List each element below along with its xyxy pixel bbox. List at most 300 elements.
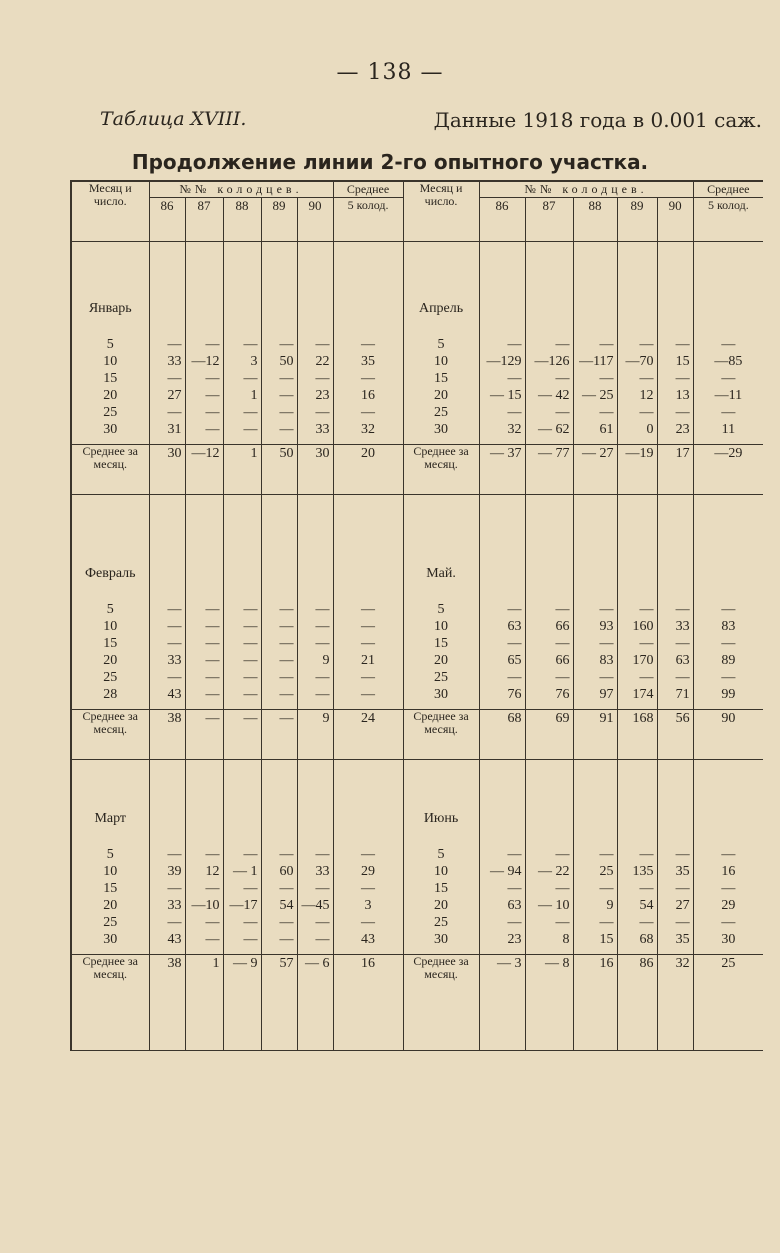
avg5-column-cell <box>333 760 403 955</box>
well-column-cell <box>479 760 525 955</box>
value-cell: — <box>361 636 376 651</box>
avg5-column-cell <box>333 242 403 445</box>
value-cell: 13 <box>675 388 690 403</box>
value-cell: — <box>205 881 220 896</box>
value-cell: 12 <box>639 388 654 403</box>
day-label: 20 <box>434 653 449 668</box>
day-label: 28 <box>103 687 118 702</box>
value-cell: — <box>279 653 294 668</box>
value-cell: — <box>205 670 220 685</box>
avg-value: 90 <box>693 710 763 760</box>
value-cell: — <box>279 388 294 403</box>
well-header: 89 <box>261 198 297 242</box>
value-cell: — <box>205 636 220 651</box>
day-label: 5 <box>106 847 114 862</box>
value-cell: — <box>315 619 330 634</box>
value-cell: 170 <box>632 653 654 668</box>
avg-value: — 9 <box>223 955 261 1051</box>
day-label: 15 <box>434 371 449 386</box>
day-label: 15 <box>103 371 118 386</box>
value-cell: — <box>675 847 690 862</box>
value-cell: 66 <box>555 653 570 668</box>
well-column-cell <box>479 242 525 445</box>
value-cell: — <box>279 881 294 896</box>
value-cell: — 62 <box>538 422 570 437</box>
well-header: 90 <box>657 198 693 242</box>
value-cell: — <box>361 337 376 352</box>
month-average-row <box>71 710 763 760</box>
header-month-right: Месяц и число. <box>403 181 479 242</box>
value-cell: — <box>555 847 570 862</box>
value-cell: — <box>167 337 182 352</box>
value-cell: 83 <box>599 653 614 668</box>
value-cell: — <box>721 636 736 651</box>
avg-value: 86 <box>617 955 657 1051</box>
header-wells-right: №№ колодцев. <box>479 181 693 198</box>
value-cell: — <box>361 670 376 685</box>
avg-value: — 8 <box>525 955 573 1051</box>
value-cell: 43 <box>167 687 182 702</box>
value-cell: — <box>243 422 258 437</box>
avg5-column-cell <box>333 495 403 710</box>
value-cell: — <box>599 847 614 862</box>
value-cell: 23 <box>315 388 330 403</box>
value-cell: 16 <box>721 864 736 879</box>
value-cell: — <box>507 371 522 386</box>
month-block-row <box>71 495 763 710</box>
value-cell: — <box>243 636 258 651</box>
value-cell: — <box>555 371 570 386</box>
value-cell: — <box>205 422 220 437</box>
day-label: 30 <box>434 422 449 437</box>
month-block-row <box>71 760 763 955</box>
value-cell: 27 <box>675 898 690 913</box>
value-cell: — <box>675 915 690 930</box>
value-cell: — <box>279 619 294 634</box>
table-label: Таблица XVIII. <box>100 108 247 130</box>
value-cell: — <box>599 670 614 685</box>
avg-value: — 27 <box>573 445 617 495</box>
avg5-column-cell <box>693 242 763 445</box>
value-cell: —126 <box>534 354 570 369</box>
month-days-cell <box>71 242 149 445</box>
day-label: 20 <box>434 388 449 403</box>
value-cell: — <box>243 687 258 702</box>
value-cell: 60 <box>279 864 294 879</box>
value-cell: — 42 <box>538 388 570 403</box>
value-cell: — <box>205 932 220 947</box>
value-cell: 32 <box>361 422 376 437</box>
value-cell: 63 <box>507 898 522 913</box>
avg5-column-cell <box>693 495 763 710</box>
value-cell: 33 <box>675 619 690 634</box>
value-cell: — <box>279 636 294 651</box>
value-cell: 71 <box>675 687 690 702</box>
value-cell: 33 <box>167 898 182 913</box>
well-column-cell <box>617 242 657 445</box>
value-cell: — 22 <box>538 864 570 879</box>
header-avg-right-top: Среднее <box>693 181 763 198</box>
table-subtitle: Продолжение линии 2-го опытного участка. <box>131 150 649 174</box>
value-cell: — <box>361 915 376 930</box>
value-cell: —85 <box>714 354 743 369</box>
well-column-cell <box>525 760 573 955</box>
value-cell: — <box>599 371 614 386</box>
value-cell: — <box>675 371 690 386</box>
value-cell: — <box>361 371 376 386</box>
value-cell: 30 <box>721 932 736 947</box>
well-column-cell <box>525 242 573 445</box>
month-days-cell <box>403 760 479 955</box>
value-cell: — <box>315 636 330 651</box>
well-header: 88 <box>573 198 617 242</box>
value-cell: 23 <box>675 422 690 437</box>
value-cell: — <box>507 881 522 896</box>
value-cell: — <box>675 881 690 896</box>
month-average-row <box>71 955 763 1051</box>
well-column-cell <box>617 495 657 710</box>
value-cell: — <box>315 405 330 420</box>
avg-label: Среднее за месяц. <box>71 955 149 1051</box>
value-cell: — <box>205 653 220 668</box>
value-cell: — <box>507 915 522 930</box>
well-column-cell <box>573 242 617 445</box>
well-column-cell <box>297 242 333 445</box>
value-cell: 3 <box>364 898 372 913</box>
value-cell: — <box>555 636 570 651</box>
value-cell: —129 <box>486 354 522 369</box>
value-cell: 43 <box>361 932 376 947</box>
avg-label: Среднее за месяц. <box>403 955 479 1051</box>
avg-value: 1 <box>223 445 261 495</box>
header-avg-right-bottom: 5 колод. <box>693 198 763 242</box>
avg5-column-cell <box>693 760 763 955</box>
well-column-cell <box>223 760 261 955</box>
value-cell: — <box>639 602 654 617</box>
well-header: 87 <box>525 198 573 242</box>
value-cell: — <box>315 670 330 685</box>
month-name: Апрель <box>418 301 464 316</box>
value-cell: — 15 <box>490 388 522 403</box>
value-cell: 76 <box>507 687 522 702</box>
well-column-cell <box>297 495 333 710</box>
day-label: 15 <box>103 636 118 651</box>
value-cell: 29 <box>361 864 376 879</box>
day-label: 5 <box>106 602 114 617</box>
well-column-cell <box>223 242 261 445</box>
avg-value: 1 <box>185 955 223 1051</box>
day-label: 10 <box>434 619 449 634</box>
value-cell: 99 <box>721 687 736 702</box>
month-name: Июнь <box>423 811 459 826</box>
avg-value: — <box>223 710 261 760</box>
value-cell: 66 <box>555 619 570 634</box>
value-cell: —17 <box>229 898 258 913</box>
value-cell: — <box>243 847 258 862</box>
page-number: — 138 — <box>336 60 444 85</box>
value-cell: — <box>361 881 376 896</box>
well-column-cell <box>657 760 693 955</box>
avg-label: Среднее за месяц. <box>403 710 479 760</box>
value-cell: 39 <box>167 864 182 879</box>
day-label: 5 <box>437 847 445 862</box>
value-cell: — <box>315 915 330 930</box>
value-cell: — <box>243 602 258 617</box>
value-cell: 54 <box>639 898 654 913</box>
value-cell: — <box>167 602 182 617</box>
value-cell: — <box>721 371 736 386</box>
well-header: 86 <box>149 198 185 242</box>
avg-value: — <box>185 710 223 760</box>
value-cell: — <box>639 636 654 651</box>
value-cell: — <box>639 670 654 685</box>
day-label: 25 <box>103 915 118 930</box>
day-label: 10 <box>103 354 118 369</box>
value-cell: — <box>721 847 736 862</box>
data-table <box>70 180 763 1051</box>
value-cell: — <box>675 405 690 420</box>
value-cell: — <box>361 687 376 702</box>
well-column-cell <box>261 242 297 445</box>
value-cell: — <box>243 670 258 685</box>
value-cell: 8 <box>562 932 570 947</box>
value-cell: — <box>315 687 330 702</box>
avg-value: 32 <box>657 955 693 1051</box>
day-label: 5 <box>106 337 114 352</box>
header-wells-left: №№ колодцев. <box>149 181 333 198</box>
value-cell: 9 <box>606 898 614 913</box>
avg-value: 57 <box>261 955 297 1051</box>
month-name: Январь <box>88 301 132 316</box>
value-cell: 160 <box>632 619 654 634</box>
value-cell: 43 <box>167 932 182 947</box>
well-header: 88 <box>223 198 261 242</box>
value-cell: — <box>205 337 220 352</box>
day-label: 30 <box>434 932 449 947</box>
value-cell: 93 <box>599 619 614 634</box>
value-cell: 15 <box>599 932 614 947</box>
well-column-cell <box>617 760 657 955</box>
day-label: 10 <box>103 864 118 879</box>
value-cell: 9 <box>322 653 330 668</box>
avg-value: 30 <box>149 445 185 495</box>
value-cell: 35 <box>675 932 690 947</box>
value-cell: —11 <box>714 388 743 403</box>
well-column-cell <box>573 760 617 955</box>
day-label: 20 <box>103 388 118 403</box>
value-cell: 3 <box>250 354 258 369</box>
value-cell: 54 <box>279 898 294 913</box>
value-cell: 0 <box>646 422 654 437</box>
value-cell: 68 <box>639 932 654 947</box>
day-label: 5 <box>437 337 445 352</box>
value-cell: — <box>507 405 522 420</box>
value-cell: — <box>205 405 220 420</box>
day-label: 25 <box>103 405 118 420</box>
avg-value: 56 <box>657 710 693 760</box>
value-cell: — <box>599 881 614 896</box>
value-cell: — <box>205 847 220 862</box>
value-cell: — <box>599 405 614 420</box>
avg-value: 168 <box>617 710 657 760</box>
value-cell: —70 <box>625 354 654 369</box>
avg-value: — 6 <box>297 955 333 1051</box>
day-label: 30 <box>103 422 118 437</box>
header-avg-left-bottom: 5 колод. <box>333 198 403 242</box>
value-cell: 33 <box>167 653 182 668</box>
value-cell: — <box>361 405 376 420</box>
day-label: 15 <box>434 881 449 896</box>
value-cell: 33 <box>315 422 330 437</box>
value-cell: 61 <box>599 422 614 437</box>
day-label: 20 <box>434 898 449 913</box>
value-cell: — <box>243 371 258 386</box>
avg-value: 69 <box>525 710 573 760</box>
value-cell: 76 <box>555 687 570 702</box>
value-cell: — <box>279 602 294 617</box>
avg-value: 68 <box>479 710 525 760</box>
value-cell: — <box>675 670 690 685</box>
month-block-row <box>71 242 763 445</box>
well-column-cell <box>573 495 617 710</box>
value-cell: — 10 <box>538 898 570 913</box>
well-column-cell <box>297 760 333 955</box>
value-cell: 11 <box>721 422 736 437</box>
value-cell: — <box>243 337 258 352</box>
value-cell: — <box>639 847 654 862</box>
value-cell: — <box>721 337 736 352</box>
value-cell: — <box>167 371 182 386</box>
header-row-1 <box>71 181 763 198</box>
day-label: 30 <box>103 932 118 947</box>
day-label: 10 <box>434 354 449 369</box>
value-cell: — <box>507 847 522 862</box>
value-cell: — <box>675 636 690 651</box>
value-cell: — <box>639 881 654 896</box>
month-name: Февраль <box>84 566 136 581</box>
value-cell: 33 <box>167 354 182 369</box>
value-cell: — <box>361 619 376 634</box>
well-column-cell <box>657 495 693 710</box>
day-label: 30 <box>434 687 449 702</box>
value-cell: — <box>721 881 736 896</box>
well-column-cell <box>149 495 185 710</box>
day-label: 20 <box>103 653 118 668</box>
value-cell: 32 <box>507 422 522 437</box>
value-cell: — <box>721 602 736 617</box>
value-cell: 174 <box>632 687 654 702</box>
value-cell: 135 <box>632 864 654 879</box>
value-cell: — <box>315 337 330 352</box>
value-cell: — <box>361 847 376 862</box>
value-cell: 1 <box>250 388 258 403</box>
value-cell: — <box>315 371 330 386</box>
value-cell: 21 <box>361 653 376 668</box>
value-cell: — <box>507 337 522 352</box>
value-cell: — <box>279 405 294 420</box>
value-cell: — <box>507 636 522 651</box>
value-cell: 29 <box>721 898 736 913</box>
day-label: 25 <box>434 670 449 685</box>
avg-value: 25 <box>693 955 763 1051</box>
well-column-cell <box>223 495 261 710</box>
day-label: 20 <box>103 898 118 913</box>
value-cell: — <box>167 636 182 651</box>
avg-value: 24 <box>333 710 403 760</box>
avg-value: —19 <box>617 445 657 495</box>
value-cell: — <box>599 602 614 617</box>
month-average-row <box>71 445 763 495</box>
avg-label: Среднее за месяц. <box>403 445 479 495</box>
well-header: 89 <box>617 198 657 242</box>
day-label: 10 <box>434 864 449 879</box>
value-cell: 50 <box>279 354 294 369</box>
value-cell: 63 <box>507 619 522 634</box>
day-label: 25 <box>103 670 118 685</box>
value-cell: — <box>675 602 690 617</box>
value-cell: — <box>555 915 570 930</box>
month-days-cell <box>403 242 479 445</box>
well-column-cell <box>149 760 185 955</box>
well-column-cell <box>479 495 525 710</box>
month-days-cell <box>71 495 149 710</box>
value-cell: — <box>279 371 294 386</box>
value-cell: — <box>167 881 182 896</box>
value-cell: — <box>555 881 570 896</box>
value-cell: — <box>243 915 258 930</box>
value-cell: — <box>205 388 220 403</box>
value-cell: 31 <box>167 422 182 437</box>
avg-value: — 37 <box>479 445 525 495</box>
table-caption: Данные 1918 года в 0.001 саж. <box>433 108 762 132</box>
avg-value: 9 <box>297 710 333 760</box>
value-cell: — <box>205 371 220 386</box>
value-cell: — <box>507 670 522 685</box>
well-column-cell <box>261 760 297 955</box>
value-cell: — <box>205 687 220 702</box>
avg-label: Среднее за месяц. <box>71 710 149 760</box>
value-cell: 27 <box>167 388 182 403</box>
day-label: 15 <box>103 881 118 896</box>
avg-value: 38 <box>149 955 185 1051</box>
value-cell: — <box>315 881 330 896</box>
value-cell: — <box>599 636 614 651</box>
value-cell: — <box>361 602 376 617</box>
well-column-cell <box>185 242 223 445</box>
value-cell: — <box>279 915 294 930</box>
value-cell: — <box>555 670 570 685</box>
value-cell: — <box>243 619 258 634</box>
well-header: 90 <box>297 198 333 242</box>
value-cell: — <box>243 932 258 947</box>
value-cell: — <box>507 602 522 617</box>
value-cell: — <box>243 653 258 668</box>
value-cell: — <box>639 371 654 386</box>
value-cell: — <box>167 847 182 862</box>
value-cell: 33 <box>315 864 330 879</box>
month-name: Май. <box>426 566 456 581</box>
value-cell: — <box>167 915 182 930</box>
value-cell: 35 <box>675 864 690 879</box>
value-cell: — <box>167 619 182 634</box>
month-name: Март <box>94 811 127 826</box>
value-cell: — <box>279 687 294 702</box>
well-column-cell <box>149 242 185 445</box>
value-cell: 35 <box>361 354 376 369</box>
value-cell: — <box>639 915 654 930</box>
value-cell: 16 <box>361 388 376 403</box>
value-cell: 23 <box>507 932 522 947</box>
